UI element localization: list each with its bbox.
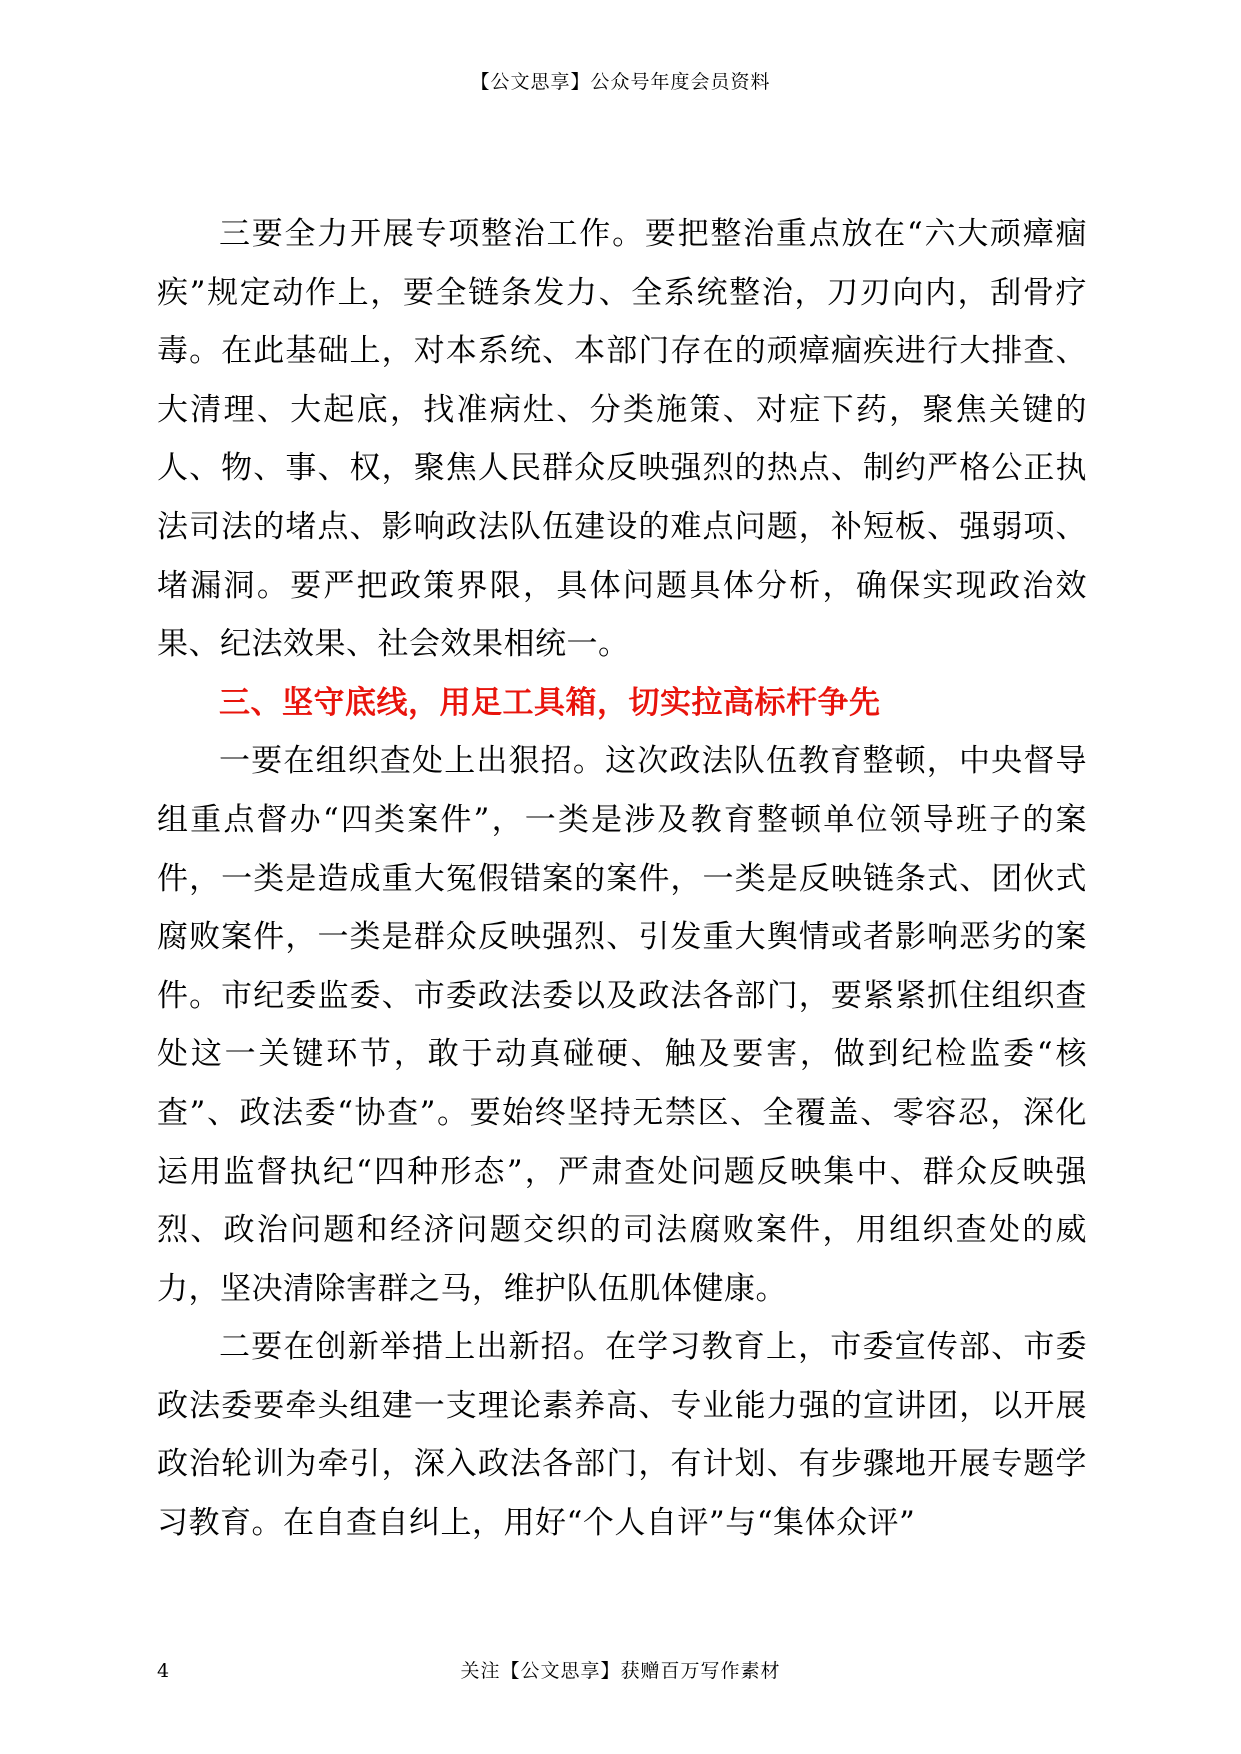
document-body: [157, 205, 1087, 1553]
page-footer: 关注【公文思享】获赠百万写作素材: [460, 1660, 781, 1682]
paragraph-special-rectification: 三要全力开展专项整治工作。要把整治重点放在“六大顽瘴痼疾”规定动作上，要全链条发力、全系统整治，刀刃向内，刮骨疗毒。在此基础上，对本系统、本部门存在的顽瘴痼疾进行大排查、大清理、大起底，找准病灶、分类施策、对症下药，聚焦关键的人、物、事、权，聚焦人民群众反映强烈的热点、制约严格公正执法司法的堵点、影响政法队伍建设的难点问题，补短板、强弱项、堵漏洞。要严把政策界限，具体问题具体分析，确保实现政治效果、纪法效果、社会效果相统一。: [157, 216, 1087, 663]
paragraph-investigation: 一要在组织查处上出狠招。这次政法队伍教育整顿，中央督导组重点督办“四类案件”，一类是涉及教育整顿单位领导班子的案件，一类是造成重大冤假错案的案件，一类是反映链条式、团伙式腐败案件，一类是群众反映强烈、引发重大舆情或者影响恶劣的案件。市纪委监委、市委政法委以及政法各部门，要紧紧抓住组织查处这一关键环节，敢于动真碰硬、触及要害，做到纪检监委“核查”、政法委“协查”。要始终坚持无禁区、全覆盖、零容忍，深化运用监督执纪“四种形态”，严肃查处问题反映集中、群众反映强烈、政治问题和经济问题交织的司法腐败案件，用组织查处的威力，坚决清除害群之马，维护队伍肌体健康。: [157, 743, 1087, 1307]
page-number: 4: [157, 1660, 170, 1682]
page-header: 【公文思享】公众号年度会员资料: [470, 71, 771, 93]
paragraph-innovation: 二要在创新举措上出新招。在学习教育上，市委宣传部、市委政法委要牵头组建一支理论素养高、专业能力强的宣讲团，以开展政治轮训为牵引，深入政法各部门，有计划、有步骤地开展专题学习教育。在自查自纠上，用好“个人自评”与“集体众评”: [157, 1329, 1087, 1542]
section-heading: 三、坚守底线，用足工具箱，切实拉高标杆争先: [219, 684, 881, 721]
